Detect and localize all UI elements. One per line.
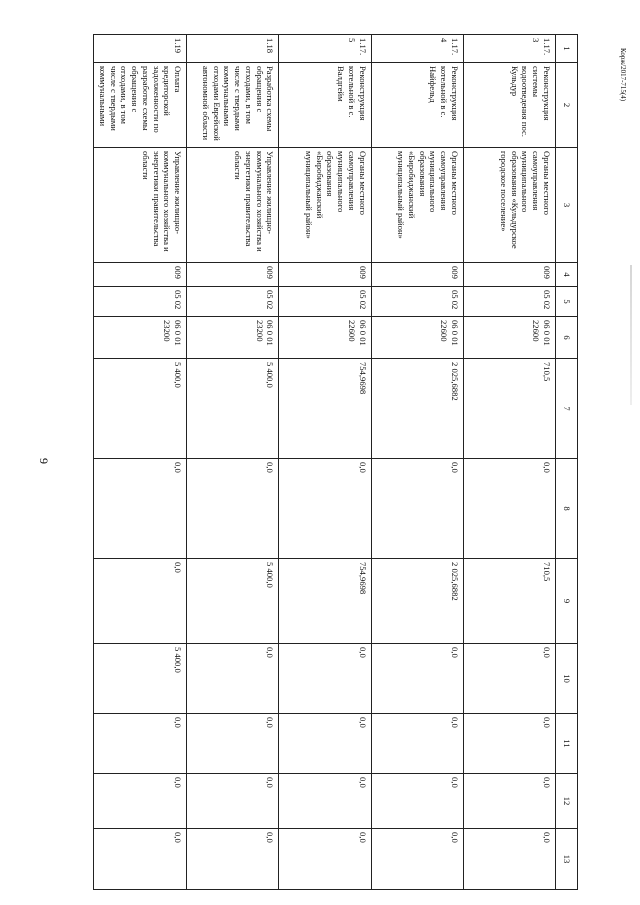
amount-year: 754,9698 xyxy=(279,559,371,644)
item-number: 1.17.3 xyxy=(463,35,555,63)
amount-year: 0,0 xyxy=(279,459,371,559)
column-header: 5 xyxy=(555,287,577,317)
code-section: 05 02 xyxy=(279,287,371,317)
executor: Управление жилищно-коммунального хозяйства и энергетики правительства области xyxy=(94,148,187,263)
amount-year: 5 400,0 xyxy=(94,644,187,714)
column-header: 8 xyxy=(555,459,577,559)
measure-name: Реконструкция котельной в с. Найфельд xyxy=(371,63,463,148)
column-number-row xyxy=(555,35,577,890)
amount-year: 0,0 xyxy=(463,829,555,890)
item-number: 1.18 xyxy=(187,35,279,63)
code-target: 06 0 01 23200 xyxy=(94,317,187,359)
total-amount: 5 400,0 xyxy=(187,359,279,459)
amount-year: 710,5 xyxy=(463,559,555,644)
amount-year: 2 025,6882 xyxy=(371,559,463,644)
measure-name: Оплата кредиторской задолженности по разработке схемы обращения с отходами, в том числе с твердыми коммунальными xyxy=(94,63,187,148)
measure-name: Реконструкция системы водоотведения пос. Кульдур xyxy=(463,63,555,148)
code-section: 05 02 xyxy=(187,287,279,317)
code-gr: 009 xyxy=(94,263,187,287)
item-number: 1.19 xyxy=(94,35,187,63)
column-header: 7 xyxy=(555,359,577,459)
amount-year: 0,0 xyxy=(371,829,463,890)
executor: Органы местного самоуправления муниципального образования «Кульдурское городское поселение» xyxy=(463,148,555,263)
total-amount: 710,5 xyxy=(463,359,555,459)
table-row xyxy=(187,35,279,890)
executor: Органы местного самоуправления муниципального образования «Биробиджанский муниципальный район» xyxy=(371,148,463,263)
amount-year: 0,0 xyxy=(371,644,463,714)
code-target: 06 0 01 23200 xyxy=(187,317,279,359)
page-number: 9 xyxy=(37,458,51,464)
amount-year: 0,0 xyxy=(94,714,187,774)
amount-year: 0,0 xyxy=(187,829,279,890)
column-header: 13 xyxy=(555,829,577,890)
amount-year: 0,0 xyxy=(94,559,187,644)
table-row xyxy=(94,35,187,890)
amount-year: 0,0 xyxy=(187,459,279,559)
total-amount: 5 400,0 xyxy=(94,359,187,459)
measure-name: Реконструкция котельной в с. Валдгейм xyxy=(279,63,371,148)
amount-year: 0,0 xyxy=(279,829,371,890)
table-row xyxy=(463,35,555,890)
code-gr: 009 xyxy=(187,263,279,287)
amount-year: 0,0 xyxy=(187,644,279,714)
amount-year: 0,0 xyxy=(371,774,463,829)
amount-year: 0,0 xyxy=(371,714,463,774)
column-header: 6 xyxy=(555,317,577,359)
amount-year: 0,0 xyxy=(187,774,279,829)
amount-year: 0,0 xyxy=(463,459,555,559)
column-header: 3 xyxy=(555,148,577,263)
executor: Управление жилищно-коммунального хозяйства и энергетики правительства области xyxy=(187,148,279,263)
document-reference: Корж/2017-715(4) xyxy=(619,48,627,102)
code-gr: 009 xyxy=(279,263,371,287)
rotated-table-container xyxy=(93,34,578,889)
item-number: 1.17.5 xyxy=(279,35,371,63)
amount-year: 0,0 xyxy=(94,829,187,890)
total-amount: 2 025,6882 xyxy=(371,359,463,459)
column-header: 1 xyxy=(555,35,577,63)
code-section: 05 02 xyxy=(463,287,555,317)
amount-year: 5 400,0 xyxy=(187,559,279,644)
amount-year: 0,0 xyxy=(279,644,371,714)
amount-year: 0,0 xyxy=(279,774,371,829)
table-row xyxy=(371,35,463,890)
amount-year: 0,0 xyxy=(187,714,279,774)
amount-year: 0,0 xyxy=(279,714,371,774)
amount-year: 0,0 xyxy=(371,459,463,559)
code-target: 06 0 01 22600 xyxy=(371,317,463,359)
amount-year: 0,0 xyxy=(94,459,187,559)
column-header: 2 xyxy=(555,63,577,148)
column-header: 9 xyxy=(555,559,577,644)
column-header: 11 xyxy=(555,714,577,774)
amount-year: 0,0 xyxy=(94,774,187,829)
item-number: 1.17.4 xyxy=(371,35,463,63)
code-section: 05 02 xyxy=(371,287,463,317)
code-target: 06 0 01 22600 xyxy=(279,317,371,359)
code-gr: 009 xyxy=(371,263,463,287)
executor: Органы местного самоуправления муниципального образования «Биробиджанский муниципальный район» xyxy=(279,148,371,263)
amount-year: 0,0 xyxy=(463,644,555,714)
code-gr: 009 xyxy=(463,263,555,287)
margin-mark xyxy=(630,265,632,405)
total-amount: 754,9698 xyxy=(279,359,371,459)
column-header: 10 xyxy=(555,644,577,714)
budget-table xyxy=(93,34,578,890)
amount-year: 0,0 xyxy=(463,714,555,774)
code-section: 05 02 xyxy=(94,287,187,317)
column-header: 4 xyxy=(555,263,577,287)
table-row xyxy=(279,35,371,890)
amount-year: 0,0 xyxy=(463,774,555,829)
code-target: 06 0 01 22600 xyxy=(463,317,555,359)
column-header: 12 xyxy=(555,774,577,829)
measure-name: Разработка схемы обращения с отходами, в том числе с твердыми коммунальными отходами Еврейской автономной области xyxy=(187,63,279,148)
